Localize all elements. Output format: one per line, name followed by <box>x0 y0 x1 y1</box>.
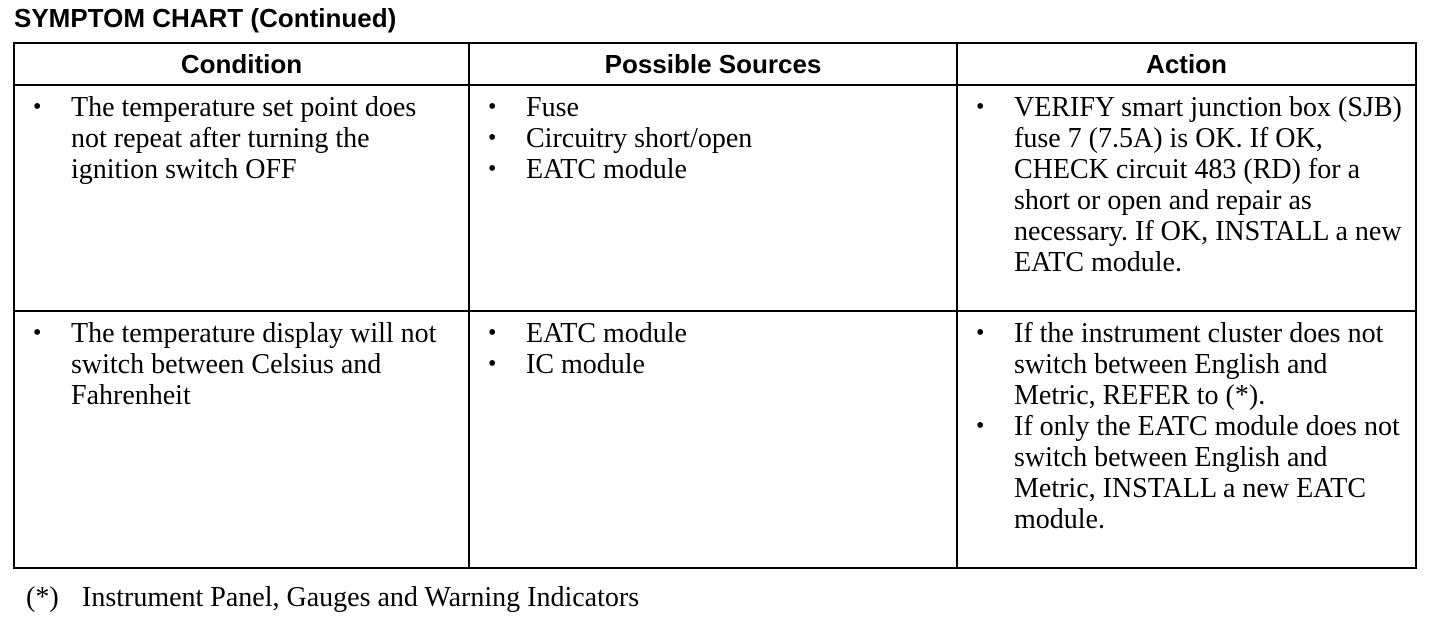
list-item: • EATC module <box>482 154 944 185</box>
action-list <box>970 92 1403 278</box>
list-item: • VERIFY smart junction box (SJB) fuse 7 (7.5A) is OK. If OK, CHECK circuit 483 (RD) for a short or open and repair as necessary. If OK, INSTALL a new EATC module. <box>970 92 1403 278</box>
condition-cell <box>14 85 469 311</box>
footnote-text: Instrument Panel, Gauges and Warning Indicators <box>82 582 640 613</box>
table-header-row <box>14 43 1416 85</box>
footnote-marker: (*) <box>26 582 59 613</box>
symptom-chart-table <box>13 42 1417 569</box>
action-column-header: Action <box>957 43 1416 85</box>
condition-column-header: Condition <box>14 43 469 85</box>
action-cell <box>957 311 1416 568</box>
list-item: • If the instrument cluster does not switch between English and Metric, REFER to (*). <box>970 318 1403 411</box>
possible-sources-column-header: Possible Sources <box>469 43 957 85</box>
condition-cell <box>14 311 469 568</box>
page-title: SYMPTOM CHART (Continued) <box>14 3 397 33</box>
list-item: • The temperature set point does not repeat after turning the ignition switch OFF <box>27 92 456 185</box>
condition-list <box>27 92 456 185</box>
list-item: • EATC module <box>482 318 944 349</box>
sources-list <box>482 318 944 380</box>
footnote <box>26 581 639 615</box>
possible-sources-cell <box>469 85 957 311</box>
condition-list <box>27 318 456 411</box>
table-row <box>14 311 1416 568</box>
action-cell <box>957 85 1416 311</box>
list-item: • The temperature display will not switch between Celsius and Fahrenheit <box>27 318 456 411</box>
action-list <box>970 318 1403 535</box>
possible-sources-cell <box>469 311 957 568</box>
list-item: • If only the EATC module does not switch between English and Metric, INSTALL a new EATC module. <box>970 411 1403 535</box>
sources-list <box>482 92 944 185</box>
list-item: • Fuse <box>482 92 944 123</box>
table-row <box>14 85 1416 311</box>
list-item: • Circuitry short/open <box>482 123 944 154</box>
list-item: • IC module <box>482 349 944 380</box>
